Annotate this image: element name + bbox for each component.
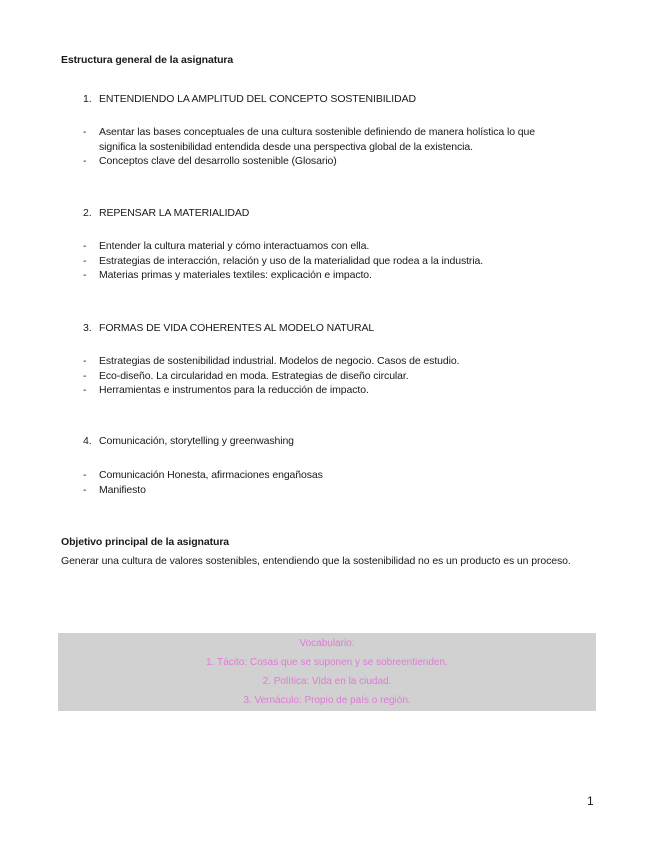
section-2-bullets (83, 239, 563, 283)
section-1-title-text: ENTENDIENDO LA AMPLITUD DEL CONCEPTO SOSTENIBILIDAD (99, 93, 416, 105)
bullet-dash: - (83, 240, 87, 252)
section-2-title (83, 207, 249, 219)
list-item: - Comunicación Honesta, afirmaciones engañosas (83, 469, 323, 481)
section-1-bullets (83, 125, 553, 169)
section-3-bullets (83, 354, 563, 398)
objective-text: Generar una cultura de valores sostenibles, entendiendo que la sostenibilidad no es un producto es un proceso. (61, 555, 571, 567)
page-number: 1 (587, 794, 594, 808)
list-item: - Conceptos clave del desarrollo sostenible (Glosario) (83, 155, 337, 167)
section-3-title-text: FORMAS DE VIDA COHERENTES AL MODELO NATURAL (99, 322, 375, 334)
section-4-bullets (83, 468, 563, 497)
bullet-dash: - (83, 384, 87, 396)
structure-heading: Estructura general de la asignatura (61, 54, 234, 66)
section-3-title (83, 322, 374, 334)
section-4-title-text: Comunicación, storytelling y greenwashing (99, 435, 294, 447)
vocabulary-item-1: 1. Tácito: Cosas que se suponen y se sobreentienden. (206, 657, 448, 668)
list-item: - Eco-diseño. La circularidad en moda. Estrategias de diseño circular. (83, 369, 409, 382)
bullet-dash: - (83, 469, 87, 481)
list-item: - Estrategias de interacción, relación y uso de la materialidad que rodea a la industria. (83, 254, 484, 267)
list-item: - Manifiesto (83, 483, 146, 496)
vocabulary-item-3: 3. Vernáculo: Propio de país o región. (243, 695, 411, 706)
list-item: - Materias primas y materiales textiles: explicación e impacto. (83, 269, 372, 281)
section-4-number: 4. (83, 435, 92, 447)
list-item: - Entender la cultura material y cómo interactuamos con ella. (83, 240, 370, 252)
bullet-dash: - (83, 369, 87, 382)
bullet-dash: - (83, 155, 87, 167)
section-2-title-text: REPENSAR LA MATERIALIDAD (99, 207, 250, 219)
list-item: - Estrategias de sostenibilidad industrial. Modelos de negocio. Casos de estudio. (83, 355, 460, 367)
list-item: - Asentar las bases conceptuales de una cultura sostenible definiendo de manera holística lo que significa la sostenibilidad entendida desde una perspectiva global de la existencia. (83, 126, 535, 153)
vocabulary-box (58, 633, 596, 711)
section-1-number: 1. (83, 93, 92, 105)
bullet-dash: - (83, 355, 87, 367)
section-4-title (83, 435, 294, 447)
vocabulary-item-2: 2. Política: Vida en la ciudad. (262, 676, 392, 687)
bullet-dash: - (83, 269, 87, 281)
list-item: - Herramientas e instrumentos para la reducción de impacto. (83, 384, 369, 396)
section-2-number: 2. (83, 207, 92, 219)
section-1-title (83, 93, 416, 105)
bullet-dash: - (83, 126, 87, 138)
bullet-dash: - (83, 254, 87, 267)
objective-heading: Objetivo principal de la asignatura (61, 536, 230, 548)
bullet-dash: - (83, 483, 87, 496)
vocabulary-title: Vocabulario: (299, 638, 355, 649)
section-3-number: 3. (83, 322, 92, 334)
